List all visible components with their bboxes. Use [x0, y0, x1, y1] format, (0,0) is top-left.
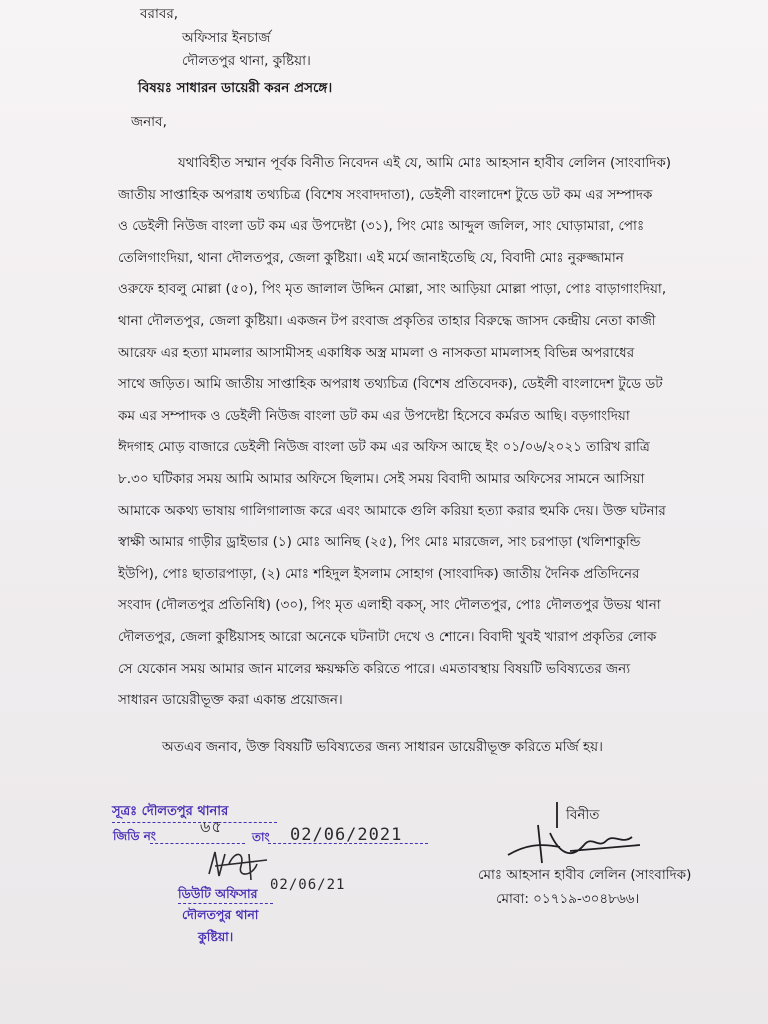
salutation: জনাব, — [131, 114, 167, 130]
stamp-gd-underline — [150, 843, 245, 844]
officer-signature-icon — [205, 846, 280, 884]
body-line: ও ডেইলী নিউজ বাংলা ডট কম এর উপদেষ্টা (৩১), পিং মোঃ আব্দুল জলিল, সাং ঘোড়ামারা, পোঃ — [118, 218, 645, 235]
body-line: আমাকে অকথ্য ভাষায় গালিগালাজ করে এবং আমাকে গুলি করিয়া হত্যা করার হুমকি দেয়। উক্ত ঘটনার — [118, 502, 666, 519]
body-line: জাতীয় সাপ্তাহিক অপরাধ তথ্যচিত্র (বিশেষ সংবাদদাতা), ডেইলী বাংলাদেশ টুডে ডট কম এর সম্পাদক — [118, 186, 653, 203]
body-line: ওরুফে হাবলু মোল্লা (৫০), পিং মৃত জালাল উদ্দিন মোল্লা, সাং আড়িয়া মোল্লা পাড়া, পোঃ বাড়াগাংদিয়া, — [118, 281, 667, 298]
stamp-source: সূত্রঃ দৌলতপুর থানার — [112, 804, 229, 819]
address-to: বরাবর, — [140, 6, 179, 22]
handwritten-sign-date: 02/06/21 — [270, 877, 346, 893]
subject-line: বিষয়ঃ সাধারন ডায়েরী করন প্রসঙ্গে। — [138, 80, 333, 96]
body-line: দৌলতপুর, জেলা কুষ্টিয়াসহ আরো অনেকে ঘটনাটা দেখে ও শোনে। বিবাদী খুবই খারাপ প্রকৃতির লোক — [118, 628, 657, 645]
body-line: স্বাক্ষী আমার গাড়ীর ড্রাইভার (১) মোঃ আনিছ (২৫), পিং মোঃ মারজেল, সাং চরপাড়া (খলিশাকুন্ডি — [118, 534, 641, 551]
body-line: সংবাদ (দৌলতপুর প্রতিনিধি) (৩০), পিং মৃত এলাহী বকস্, সাং দৌলতপুর, পোঃ দৌলতপুর উভয় থানা — [118, 597, 661, 614]
sender-mobile: মোবা: ০১৭১৯-৩০৪৮৬৬। — [496, 891, 640, 907]
body-line: সে যেকোন সময় আমার জান মালের ক্ষয়ক্ষতি করিতে পারে। এমতাবস্থায় বিষয়টি ভবিষ্যতের জন্য — [118, 660, 631, 677]
body-line: কম এর সম্পাদক ও ডেইলী নিউজ বাংলা ডট কম এর উপদেষ্টা হিসেবে কর্মরত আছি। বড়গাংদিয়া — [118, 407, 630, 424]
stamp-gd-label: জিডি নং — [113, 829, 156, 843]
handwritten-stamp-date: 02/06/2021 — [290, 825, 403, 845]
closing-request: অতএব জনাব, উক্ত বিষয়টি ভবিষ্যতের জন্য সাধারন ডায়েরীভূক্ত করিতে মর্জি হয়। — [162, 739, 603, 755]
officer-underline — [178, 903, 273, 904]
body-line: আরেফ এর হত্যা মামলার আসামীসহ একাধিক অস্ত্র মামলা ও নাসকতা মামলাসহ বিভিন্ন অপরাধের — [118, 344, 635, 361]
body-line: তেলিগাংদিয়া, থানা দৌলতপুর, জেলা কুষ্টিয়া। এই মর্মে জানাইতেছি যে, বিবাদী মোঃ নুরুজ্জামান — [118, 249, 624, 266]
stamp-officer-title: ডিউটি অফিসার — [178, 886, 258, 901]
sender-binito: বিনীত — [566, 807, 600, 823]
body-line: ৮.৩০ ঘটিকার সময় আমি আমার অফিসে ছিলাম। সেই সময় বিবাদী আমার অফিসের সামনে আসিয়া — [118, 470, 645, 487]
body-line: সাধারন ডায়েরীভূক্ত করা একান্ত প্রয়োজন। — [118, 692, 343, 709]
body-line: যথাবিহীত সম্মান পূর্বক বিনীত নিবেদন এই যে, আমি মোঃ আহসান হাবীব লেলিন (সাংবাদিক) — [178, 155, 672, 171]
stamp-officer-district: কুষ্টিয়া। — [198, 929, 234, 944]
sender-signature-icon — [500, 815, 650, 870]
body-line: সাথে জড়িত। আমি জাতীয় সাপ্তাহিক অপরাধ তথ্যচিত্র (বিশেষ প্রতিবেদক), ডেইলী বাংলাদেশ টুডে ডট — [118, 376, 663, 393]
address-recipient: অফিসার ইনচার্জ — [182, 30, 271, 46]
sender-name: মোঃ আহসান হাবীব লেলিন (সাংবাদিক) — [478, 867, 692, 883]
body-line: থানা দৌলতপুর, জেলা কুষ্টিয়া। একজন টপ রংবাজ প্রকৃতির তাহার বিরুদ্ধে জাসদ কেন্দ্রীয় নেতা কাজী — [118, 312, 656, 329]
stamp-underline — [112, 822, 277, 823]
letter-body — [118, 148, 688, 717]
stamp-officer-station: দৌলতপুর থানা — [182, 907, 259, 922]
handwritten-gd-number: ৬৫ — [200, 817, 223, 836]
stamp-date-label: তাং — [252, 830, 270, 844]
address-station: দৌলতপুর থানা, কুষ্টিয়া। — [182, 53, 311, 69]
body-line: ঈদগাহ মোড় বাজারে ডেইলী নিউজ বাংলা ডট কম এর অফিস আছে ইং ০১/০৬/২০২১ তারিখ রাত্রি — [118, 439, 650, 456]
body-line: ইউপি), পোঃ ছাতারপাড়া, (২) মোঃ শহিদুল ইসলাম সোহাগ (সাংবাদিক) জাতীয় দৈনিক প্রতিদিনের — [118, 565, 640, 582]
